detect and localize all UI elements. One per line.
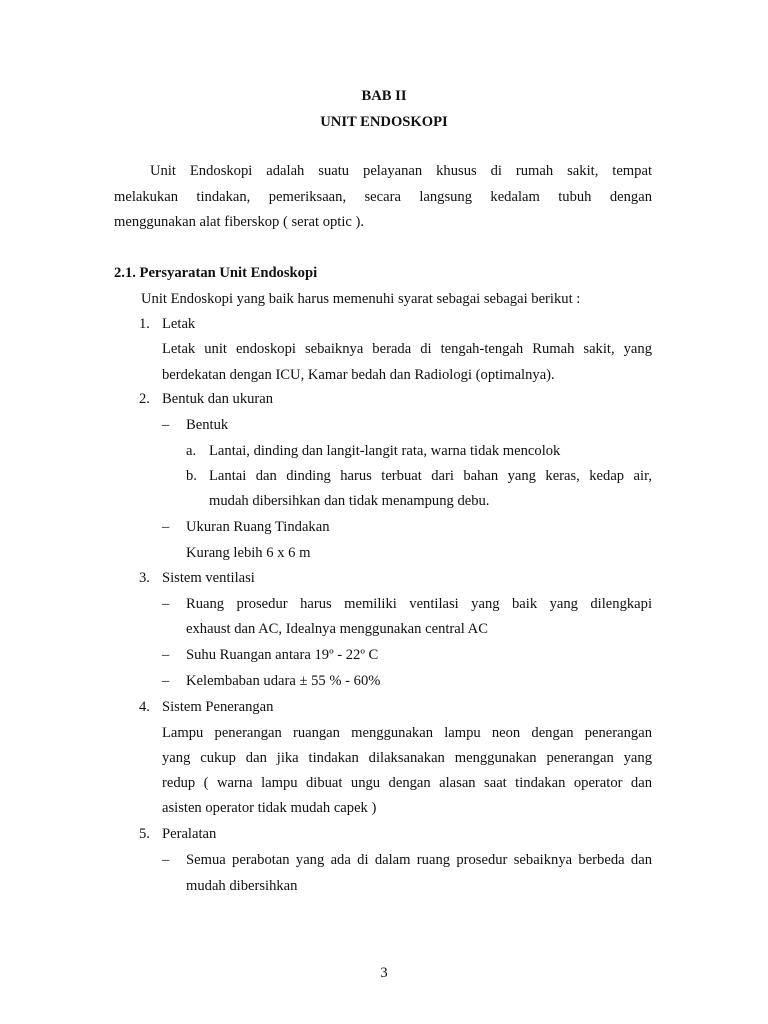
item-1-title: Letak	[162, 316, 196, 332]
item-2-number: 2.	[139, 391, 150, 407]
item-2-sub-a-text: Lantai, dinding dan langit-langit rata, warna tidak mencolok	[209, 443, 561, 459]
item-5-number: 5.	[139, 826, 150, 842]
section-heading: 2.1. Persyaratan Unit Endoskopi	[114, 265, 318, 281]
chapter-label: BAB II	[361, 88, 407, 104]
item-2-bullet-2-dash: –	[162, 519, 170, 535]
intro-line-3: menggunakan alat fiberskop ( serat optic ).	[114, 214, 365, 230]
item-2-title: Bentuk dan ukuran	[162, 391, 274, 407]
item-3-bullet-1-dash: –	[162, 596, 170, 612]
item-4-body-line-4: asisten operator tidak mudah capek )	[162, 800, 377, 816]
item-3-bullet-2-dash: –	[162, 647, 170, 663]
item-4-body-line-2: yang cukup dan jika tindakan dilaksanakan menggunakan penerangan yang	[162, 750, 652, 766]
item-3-number: 3.	[139, 570, 150, 586]
item-2-sub-b-line-2: mudah dibersihkan dan tidak menampung debu.	[209, 493, 490, 509]
item-1-body-line-2: berdekatan dengan ICU, Kamar bedah dan Radiologi (optimalnya).	[162, 367, 555, 383]
item-3-bullet-2-text: Suhu Ruangan antara 19º - 22º C	[186, 647, 379, 663]
item-2-sub-b-line-1: Lantai dan dinding harus terbuat dari bahan yang keras, kedap air,	[209, 468, 652, 484]
item-2-sub-b-letter: b.	[186, 468, 197, 484]
intro-line-2: melakukan tindakan, pemeriksaan, secara langsung kedalam tubuh dengan	[114, 189, 652, 205]
item-3-title: Sistem ventilasi	[162, 570, 255, 586]
item-4-body-line-1: Lampu penerangan ruangan menggunakan lampu neon dengan penerangan	[162, 725, 652, 741]
item-4-body-line-3: redup ( warna lampu dibuat ungu dengan alasan saat tindakan operator dan	[162, 775, 652, 791]
item-3-bullet-3-text: Kelembaban udara ± 55 % - 60%	[186, 673, 381, 689]
item-3-bullet-1-line-2: exhaust dan AC, Idealnya menggunakan central AC	[186, 621, 488, 637]
intro-line-1: Unit Endoskopi adalah suatu pelayanan khusus di rumah sakit, tempat	[150, 163, 652, 179]
item-3-bullet-3-dash: –	[162, 673, 170, 689]
item-3-bullet-1-line-1: Ruang prosedur harus memiliki ventilasi yang baik yang dilengkapi	[186, 596, 652, 612]
item-4-number: 4.	[139, 699, 150, 715]
item-2-bullet-1-dash: –	[162, 417, 170, 433]
item-2-bullet-2-extra: Kurang lebih 6 x 6 m	[186, 545, 311, 561]
item-5-title: Peralatan	[162, 826, 217, 842]
page-number: 3	[380, 965, 388, 981]
item-2-bullet-1-text: Bentuk	[186, 417, 229, 433]
item-5-bullet-1-line-1: Semua perabotan yang ada di dalam ruang prosedur sebaiknya berbeda dan	[186, 852, 652, 868]
section-lead: Unit Endoskopi yang baik harus memenuhi syarat sebagai sebagai berikut :	[141, 291, 581, 307]
item-4-title: Sistem Penerangan	[162, 699, 274, 715]
item-1-body-line-1: Letak unit endoskopi sebaiknya berada di tengah-tengah Rumah sakit, yang	[162, 341, 652, 357]
item-1-number: 1.	[139, 316, 150, 332]
item-2-bullet-2-text: Ukuran Ruang Tindakan	[186, 519, 330, 535]
item-5-bullet-1-line-2: mudah dibersihkan	[186, 878, 298, 894]
chapter-title: UNIT ENDOSKOPI	[320, 114, 448, 130]
item-2-sub-a-letter: a.	[186, 443, 197, 459]
item-5-bullet-1-dash: –	[162, 852, 170, 868]
